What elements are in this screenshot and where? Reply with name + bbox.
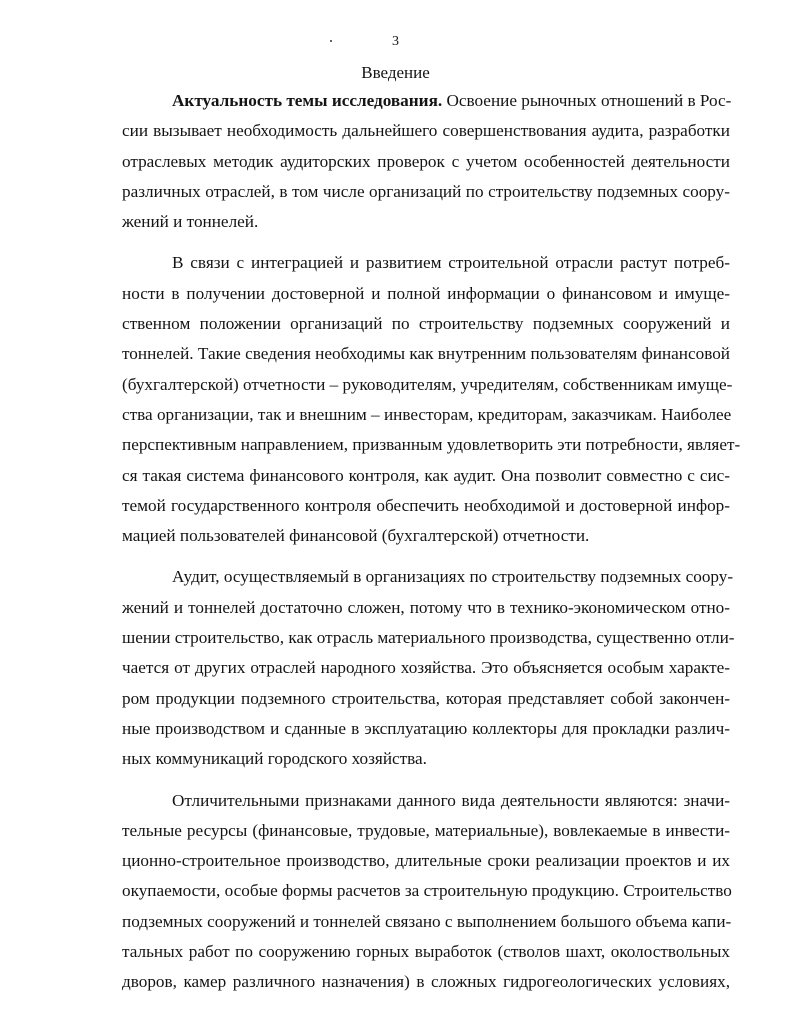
paragraph-line: окупаемости, особые формы расчетов за строительную продукцию. Строительство <box>122 881 732 901</box>
paragraph-audit <box>122 562 735 774</box>
paragraph-line: тальных работ по сооружению горных выработок (стволов шахт, околоствольных <box>122 942 730 962</box>
paragraph-line: ся такая система финансового контроля, как аудит. Она позволит совместно с сис- <box>122 465 730 485</box>
body-text <box>122 86 741 998</box>
page-number: 3 <box>392 34 399 49</box>
paragraph-line: (бухгалтерской) отчетности – руководителям, учредителям, собственникам имуще- <box>122 374 733 394</box>
paragraph-line: мацией пользователей финансовой (бухгалтерской) отчетности. <box>122 526 590 546</box>
paragraph-line: подземных сооружений и тоннелей связано с выполнением большого объема капи- <box>122 911 732 931</box>
paragraph-line: жений и тоннелей. <box>122 212 259 232</box>
paragraph-line <box>122 86 730 116</box>
paragraph-line: различных отраслей, в том числе организаций по строительству подземных соору- <box>122 181 730 201</box>
paragraph-line: отраслевых методик аудиторских проверок с учетом особенностей деятельности <box>122 151 730 171</box>
paragraph-line: Аудит, осуществляемый в организациях по строительству подземных соору- <box>172 567 734 587</box>
paragraph-line: ные производством и сданные в эксплуатацию коллекторы для прокладки различ- <box>122 718 730 738</box>
section-heading: Введение <box>361 63 430 82</box>
paragraph-line: дворов, камер различного назначения) в сложных гидрогеологических условиях, <box>122 972 730 992</box>
paragraph-line: ности в получении достоверной и полной информации о финансовом и имуще- <box>122 283 730 303</box>
paragraph-line: сии вызывает необходимость дальнейшего совершенствования аудита, разработки <box>122 121 730 141</box>
paragraph-line: ционно-строительное производство, длительные сроки реализации проектов и их <box>122 851 730 871</box>
paragraph-line: ственном положении организаций по строительству подземных сооружений и <box>122 314 730 334</box>
paragraph-line: ром продукции подземного строительства, которая представляет собой закончен- <box>122 688 730 708</box>
paragraph-line: В связи с интеграцией и развитием строительной отрасли растут потреб- <box>172 253 730 273</box>
paragraph-line: чается от других отраслей народного хозяйства. Это объясняется особым характе- <box>122 658 730 678</box>
paragraph-integration <box>122 248 741 551</box>
paragraph-line: ных коммуникаций городского хозяйства. <box>122 749 427 769</box>
paragraph-line: тоннелей. Такие сведения необходимы как внутренним пользователям финансовой <box>122 344 730 364</box>
paragraph-relevance <box>122 86 730 237</box>
paragraph-line: перспективным направлением, призванным удовлетворить эти потребности, являет- <box>122 435 741 455</box>
paragraph-line: шении строительство, как отрасль материального производства, существенно отли- <box>122 628 735 648</box>
line-text: Освоение рыночных отношений в Рос- <box>442 91 732 110</box>
paragraph-line: жений и тоннелей достаточно сложен, потому что в технико-экономическом отно- <box>122 597 730 617</box>
bold-lead-text: Актуальность темы исследования. <box>172 91 443 110</box>
paragraph-line: ства организации, так и внешним – инвесторам, кредиторам, заказчикам. Наиболее <box>122 404 732 424</box>
paragraph-distinctive-features <box>122 786 730 998</box>
paragraph-line: тельные ресурсы (финансовые, трудовые, материальные), вовлекаемые в инвести- <box>122 820 730 840</box>
paragraph-line: темой государственного контроля обеспечить необходимой и достоверной инфор- <box>122 495 730 515</box>
paragraph-line: Отличительными признаками данного вида деятельности являются: значи- <box>172 790 730 810</box>
